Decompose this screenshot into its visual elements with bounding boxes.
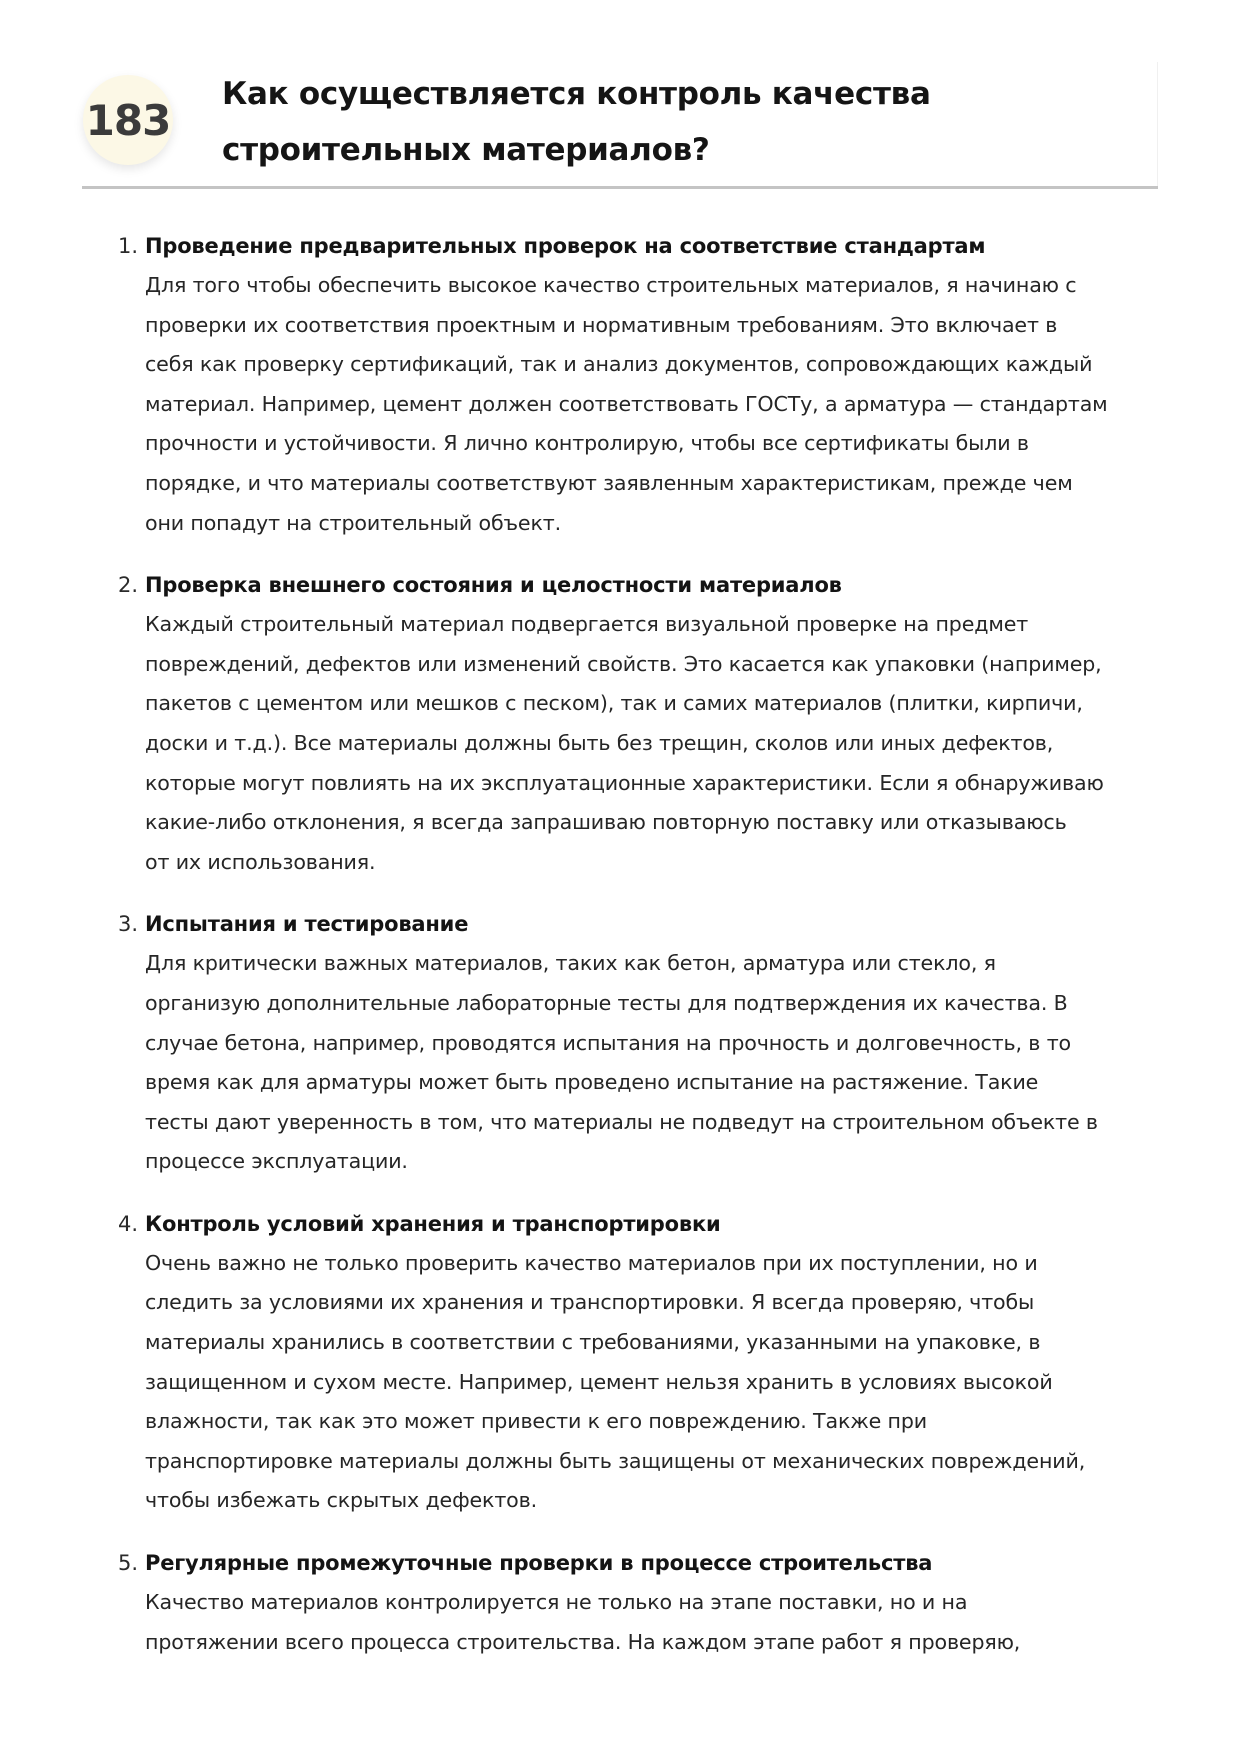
item-title: Проведение предварительных проверок на соответствие стандартам	[145, 234, 986, 258]
body-line: Для того чтобы обеспечить высокое качество строительных материалов, я начинаю с	[145, 273, 1077, 297]
body-line: протяжении всего процесса строительства. На каждом этапе работ я проверяю,	[145, 1629, 1021, 1654]
item-number: 4.	[118, 1211, 139, 1236]
body-line: порядке, и что материалы соответствуют заявленным характеристикам, прежде чем	[145, 470, 1073, 495]
list-item	[0, 1543, 1239, 1662]
item-title: Испытания и тестирование	[145, 912, 469, 937]
header-frame-edge	[1157, 62, 1158, 188]
answer-list	[0, 226, 1239, 1684]
item-body	[145, 266, 1179, 543]
item-number: 1.	[118, 234, 139, 258]
body-line: защищенном и сухом месте. Например, цемент нельзя хранить в условиях высокой	[145, 1369, 1053, 1394]
item-title: Проверка внешнего состояния и целостности материалов	[145, 573, 842, 598]
item-body	[145, 605, 1179, 882]
body-line: случае бетона, например, проводятся испытания на прочность и долговечность, в то	[145, 1030, 1071, 1055]
body-line: влажности, так как это может привести к его повреждению. Также при	[145, 1409, 928, 1434]
body-line: процессе эксплуатации.	[145, 1149, 408, 1174]
page-title	[222, 66, 931, 178]
body-line: пакетов с цементом или мешков с песком), так и самих материалов (плитки, кирпичи,	[145, 691, 1083, 716]
item-body	[145, 944, 1179, 1182]
item-number: 2.	[118, 573, 139, 598]
body-line: Для критически важных материалов, таких как бетон, арматура или стекло, я	[145, 951, 996, 976]
body-line: себя как проверку сертификаций, так и анализ документов, сопровождающих каждый	[145, 352, 1093, 377]
title-line: строительных материалов?	[222, 132, 710, 168]
question-header	[82, 62, 1158, 188]
body-line: от их использования.	[145, 849, 376, 874]
body-line: они попадут на строительный объект.	[145, 510, 561, 535]
header-divider	[82, 186, 1158, 189]
title-line: Как осуществляется контроль качества	[222, 76, 931, 112]
body-line: материал. Например, цемент должен соответствовать ГОСТу, а арматура — стандартам	[145, 391, 1108, 416]
item-number: 5.	[118, 1551, 139, 1576]
body-line: доски и т.д.). Все материалы должны быть без трещин, сколов или иных дефектов,	[145, 730, 1054, 755]
body-line: Очень важно не только проверить качество материалов при их поступлении, но и	[145, 1250, 1038, 1275]
body-line: проверки их соответствия проектным и нормативным требованиям. Это включает в	[145, 312, 1058, 337]
list-item	[0, 565, 1239, 882]
body-line: какие-либо отклонения, я всегда запрашиваю повторную поставку или отказываюсь	[145, 810, 1067, 835]
item-body	[145, 1244, 1179, 1521]
item-title: Регулярные промежуточные проверки в процессе строительства	[145, 1551, 933, 1576]
body-line: транспортировке материалы должны быть защищены от механических повреждений,	[145, 1448, 1086, 1473]
body-line: которые могут повлиять на их эксплуатационные характеристики. Если я обнаруживаю	[145, 770, 1104, 795]
item-title: Контроль условий хранения и транспортировки	[145, 1211, 721, 1236]
body-line: организую дополнительные лабораторные тесты для подтверждения их качества. В	[145, 990, 1068, 1015]
body-line: время как для арматуры может быть проведено испытание на растяжение. Такие	[145, 1070, 1039, 1095]
list-item	[0, 1204, 1239, 1521]
body-line: Каждый строительный материал подвергается визуальной проверке на предмет	[145, 612, 1029, 637]
list-item	[0, 904, 1239, 1182]
list-item	[0, 226, 1239, 543]
body-line: материалы хранились в соответствии с требованиями, указанными на упаковке, в	[145, 1330, 1041, 1355]
item-body	[145, 1583, 1179, 1662]
body-line: тесты дают уверенность в том, что материалы не подведут на строительном объекте в	[145, 1109, 1098, 1134]
body-line: Качество материалов контролируется не только на этапе поставки, но и на	[145, 1590, 968, 1615]
question-number-badge: 183	[83, 75, 173, 165]
item-number: 3.	[118, 912, 139, 937]
body-line: следить за условиями их хранения и транспортировки. Я всегда проверяю, чтобы	[145, 1290, 1035, 1315]
body-line: чтобы избежать скрытых дефектов.	[145, 1488, 538, 1513]
body-line: прочности и устойчивости. Я лично контролирую, чтобы все сертификаты были в	[145, 431, 1029, 456]
body-line: повреждений, дефектов или изменений свойств. Это касается как упаковки (например,	[145, 651, 1102, 676]
